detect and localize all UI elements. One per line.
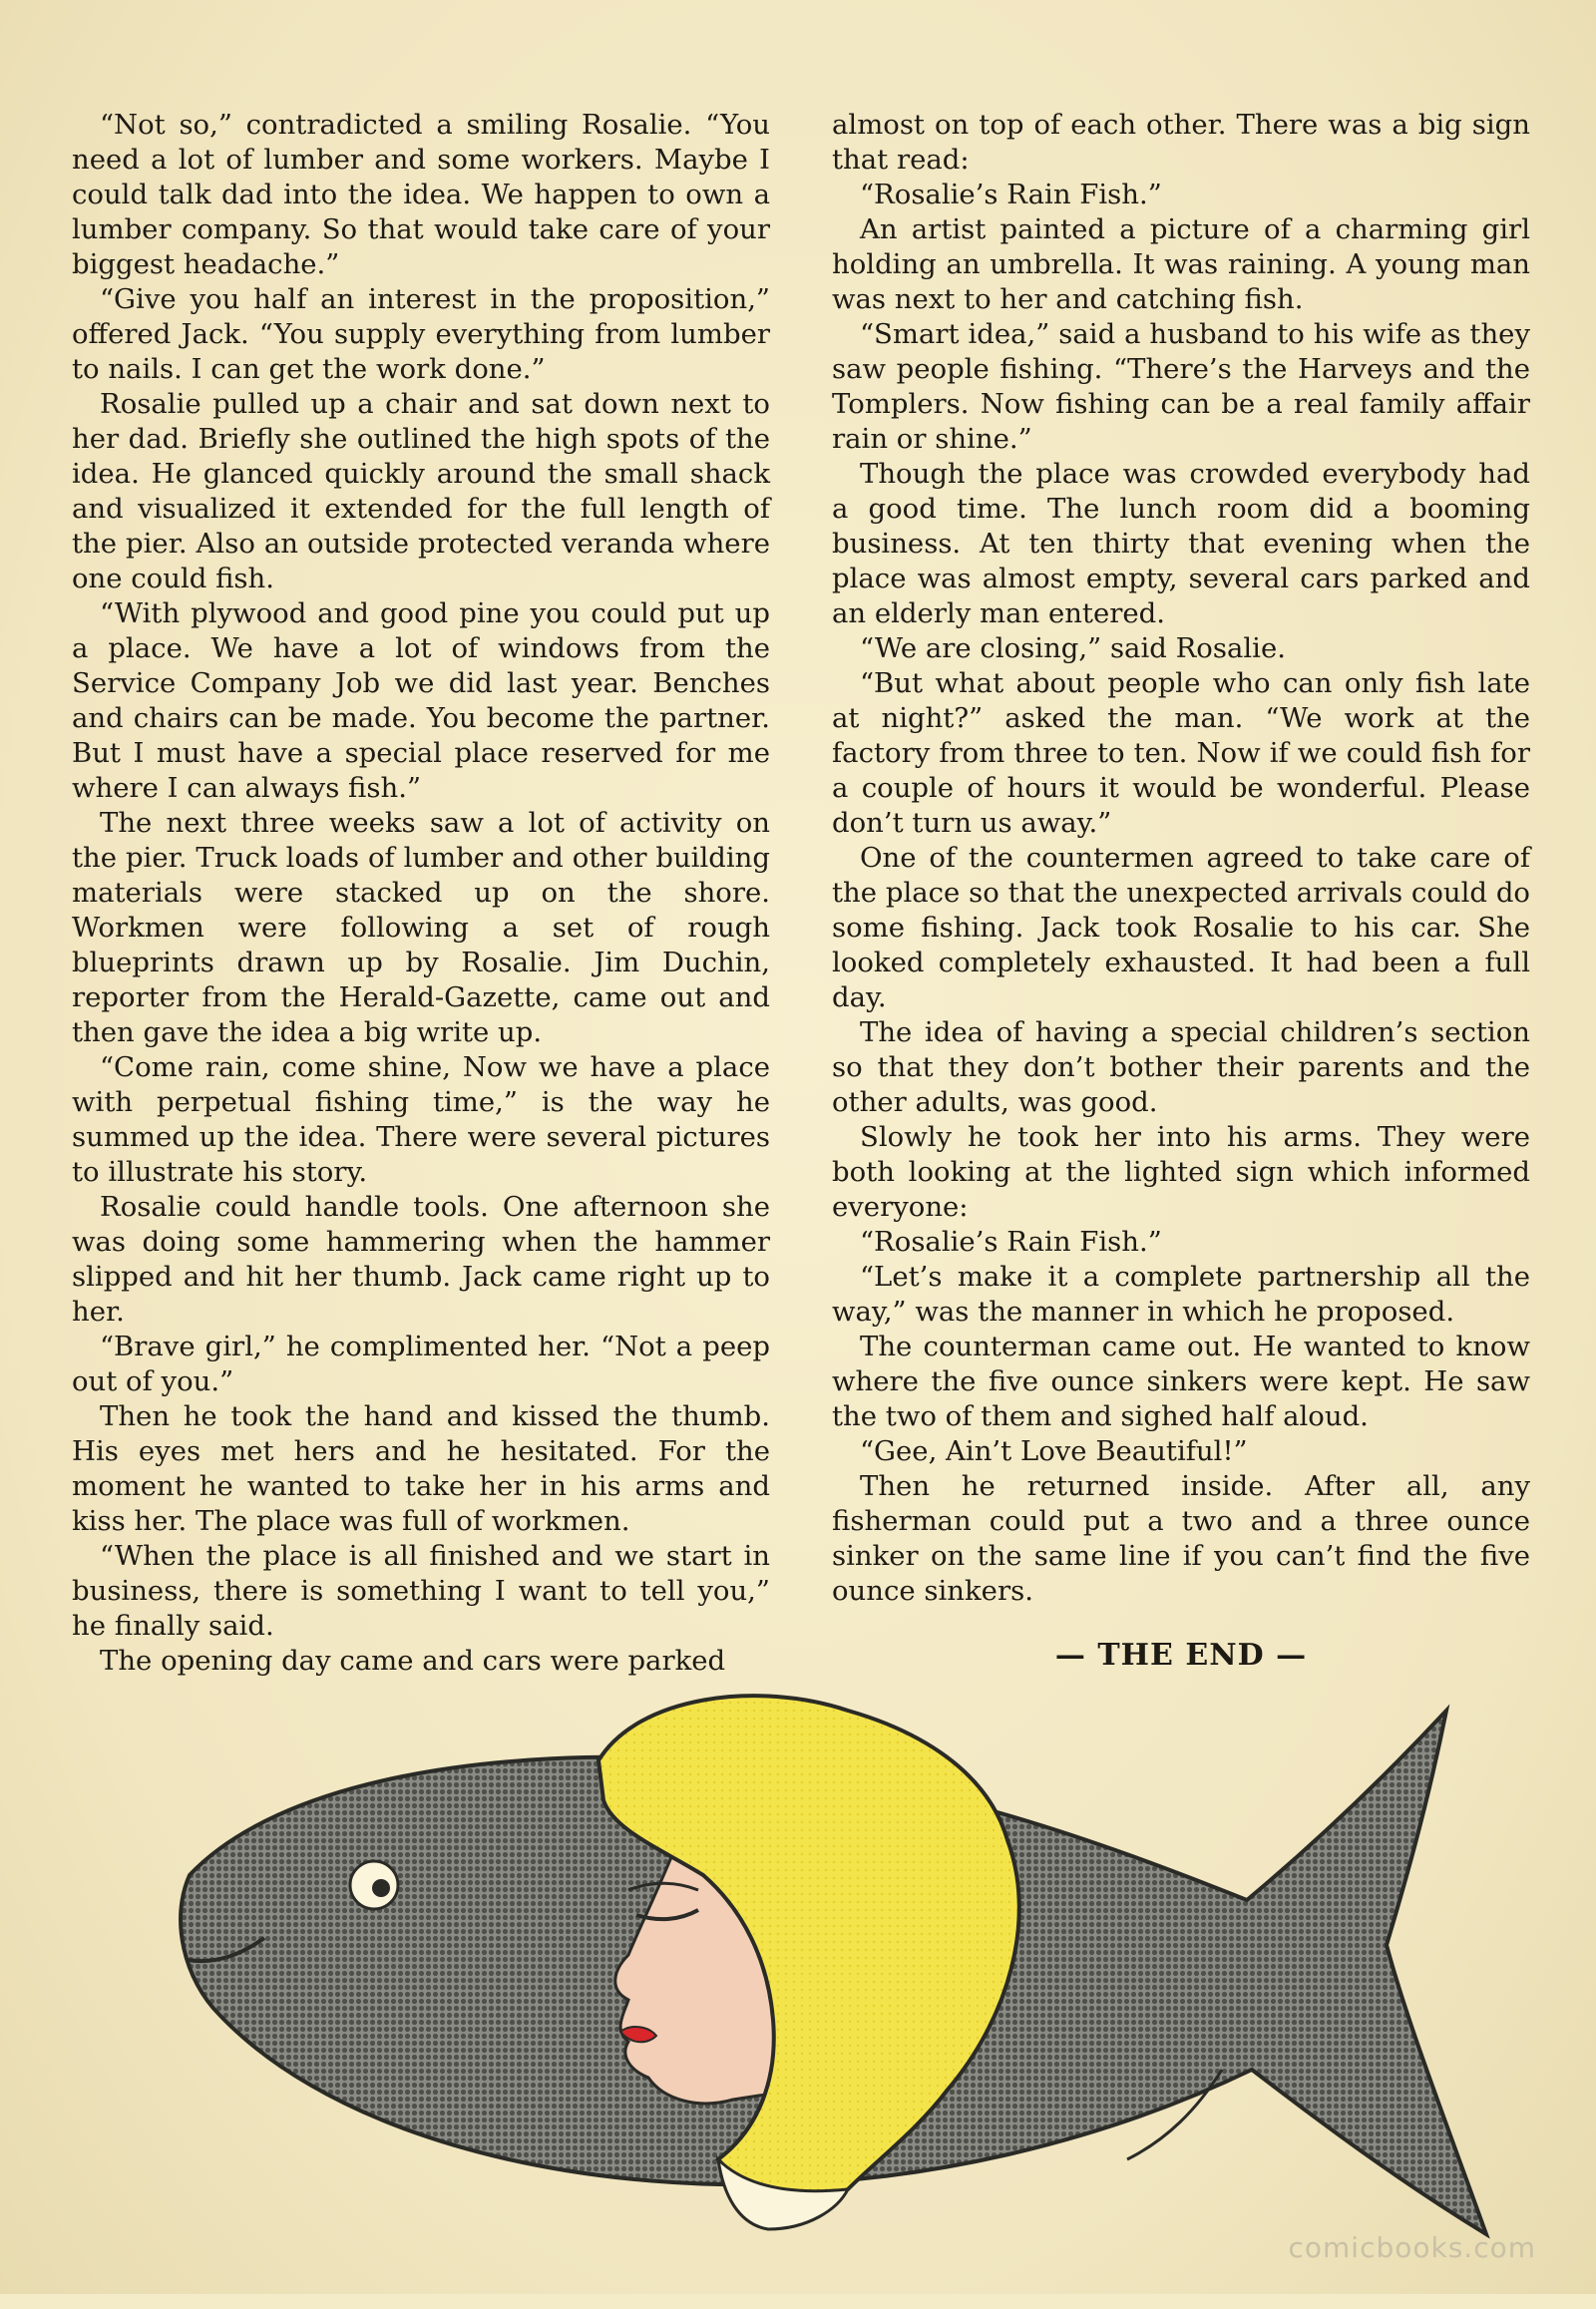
- paragraph: “We are closing,” said Rosalie.: [860, 632, 1286, 664]
- paragraph: Then he returned inside. After all, any fisherman could put a two and a three ounce sinker on the same line if you can’t find the five ounce sinkers.: [832, 1470, 1530, 1607]
- paragraph: “When the place is all finished and we start in business, there is something I want to tell you,” he finally said.: [72, 1540, 770, 1642]
- paragraph: The counterman came out. He wanted to know where the five ounce sinkers were kept. He saw the two of them and sighed half aloud.: [832, 1331, 1530, 1432]
- paragraph: “Gee, Ain’t Love Beautiful!”: [860, 1435, 1248, 1467]
- paragraph: Then he took the hand and kissed the thumb. His eyes met hers and he hesitated. For the moment he wanted to take her in his arms and kiss her. The place was full of workmen.: [72, 1400, 770, 1537]
- paragraph: One of the countermen agreed to take care of the place so that the unexpected arrivals could do some fishing. Jack took Rosalie to his car. She looked completely exhausted. It had been a full day.: [832, 842, 1530, 1013]
- paragraph: “Come rain, come shine, Now we have a place with perpetual fishing time,” is the way he summed up the idea. There were several pictures to illustrate his story.: [72, 1051, 770, 1188]
- paragraph: Rosalie could handle tools. One afternoon she was doing some hammering when the hammer slipped and hit her thumb. Jack came right up to her.: [72, 1191, 770, 1328]
- paragraph: Slowly he took her into his arms. They were both looking at the lighted sign which informed everyone:: [832, 1121, 1530, 1223]
- paragraph: “Let’s make it a complete partnership all the way,” was the manner in which he proposed.: [832, 1261, 1530, 1328]
- paragraph: Though the place was crowded everybody had a good time. The lunch room did a booming business. At ten thirty that evening when the place was almost empty, several cars parked and an elderly man entered.: [832, 458, 1530, 629]
- fish-girl-illustration: [160, 1691, 1516, 2309]
- watermark: comicbooks.com: [1288, 2231, 1536, 2264]
- paragraph: “With plywood and good pine you could put up a place. We have a lot of windows from the Service Company Job we did last year. Benches and chairs can be made. You become the partner. But I must have a special place reserved for me where I can always fish.”: [72, 597, 770, 804]
- paragraph: “Smart idea,” said a husband to his wife as they saw people fishing. “There’s the Harveys and the Tomplers. Now fishing can be a real family affair rain or shine.”: [832, 318, 1530, 455]
- paragraph: “Brave girl,” he complimented her. “Not a peep out of you.”: [72, 1331, 770, 1397]
- paragraph: “Rosalie’s Rain Fish.”: [860, 1226, 1162, 1258]
- the-end-label: — THE END —: [1054, 1638, 1308, 1673]
- paragraph: “But what about people who can only fish late at night?” asked the man. “We work at the factory from three to ten. Now if we could fish for a couple of hours it would be wonderful. Please don’t turn us away.”: [832, 667, 1530, 839]
- paragraph-continuation: almost on top of each other. There was a big sign that read:: [832, 109, 1530, 176]
- story-column-left: [72, 108, 770, 1679]
- paragraph: Rosalie pulled up a chair and sat down next to her dad. Briefly she outlined the high spots of the idea. He glanced quickly around the small shack and visualized it extended for the full length of the pier. Also an outside protected veranda where one could fish.: [72, 388, 770, 594]
- paragraph: The idea of having a special children’s section so that they don’t bother their parents and the other adults, was good.: [832, 1016, 1530, 1118]
- paragraph: The next three weeks saw a lot of activity on the pier. Truck loads of lumber and other building materials were stacked up on the shore. Workmen were following a set of rough blueprints drawn up by Rosalie. Jim Duchin, reporter from the Herald-Gazette, came out and then gave the idea a big write up.: [72, 807, 770, 1048]
- story-column-right: [832, 108, 1530, 1609]
- paragraph: “Give you half an interest in the proposition,” offered Jack. “You supply everything from lumber to nails. I can get the work done.”: [72, 283, 770, 385]
- paragraph: “Rosalie’s Rain Fish.”: [860, 179, 1162, 210]
- paragraph: The opening day came and cars were parked: [100, 1645, 726, 1677]
- paragraph: “Not so,” contradicted a smiling Rosalie. “You need a lot of lumber and some workers. Maybe I could talk dad into the idea. We happen to own a lumber company. So that would take care of your biggest headache.”: [72, 109, 770, 280]
- fish-eye-icon: [350, 1861, 398, 1909]
- paragraph: An artist painted a picture of a charming girl holding an umbrella. It was raining. A young man was next to her and catching fish.: [832, 213, 1530, 315]
